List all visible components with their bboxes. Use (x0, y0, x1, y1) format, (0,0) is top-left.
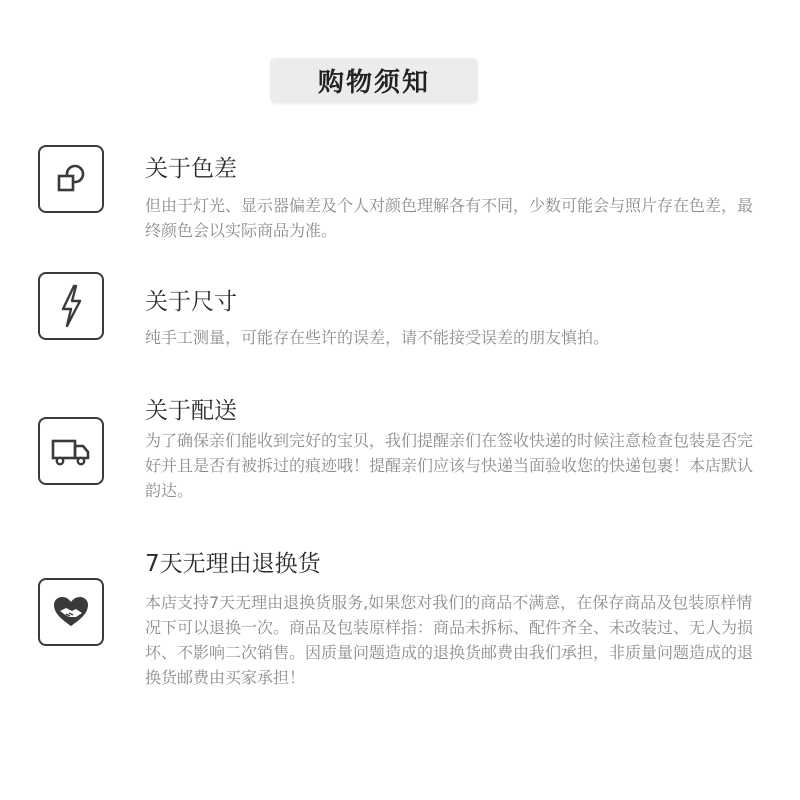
section-color-difference (38, 145, 778, 255)
lightning-icon (38, 272, 104, 340)
section-body: 纯手工测量，可能存在些许的误差，请不能接受误差的朋友慎拍。 (145, 328, 610, 347)
section-delivery (38, 395, 778, 510)
heart-handshake-icon (38, 578, 104, 646)
section-title: 关于色差 (145, 156, 237, 182)
section-body: 为了确保亲们能收到完好的宝贝，我们提醒亲们在签收快递的时候注意检查包装是否完好并且是否有被拆过的痕迹哦！提醒亲们应该与快递当面验收您的快递包裹！本店默认韵达。 (145, 431, 754, 500)
section-title: 关于尺寸 (145, 289, 237, 315)
page-title-banner (270, 58, 478, 103)
page-title: 购物须知 (317, 68, 430, 98)
section-body: 但由于灯光、显示器偏差及个人对颜色理解各有不同，少数可能会与照片存在色差，最终颜色会以实际商品为准。 (145, 196, 754, 240)
delivery-truck-icon (38, 417, 104, 485)
section-title: 7天无理由退换货 (145, 551, 321, 577)
section-title: 关于配送 (145, 398, 237, 424)
section-body: 本店支持7天无理由退换货服务,如果您对我们的商品不满意，在保存商品及包装原样情况下可以退换一次。商品及包装原样指：商品未拆标、配件齐全、未改装过、无人为损坏、不影响二次销售。因质量问题造成的退换货邮费由我们承担，非质量问题造成的退换货邮费由买家承担！ (145, 593, 754, 687)
section-return-policy (38, 548, 778, 698)
section-size (38, 272, 778, 362)
overlapping-shapes-icon (38, 145, 104, 213)
